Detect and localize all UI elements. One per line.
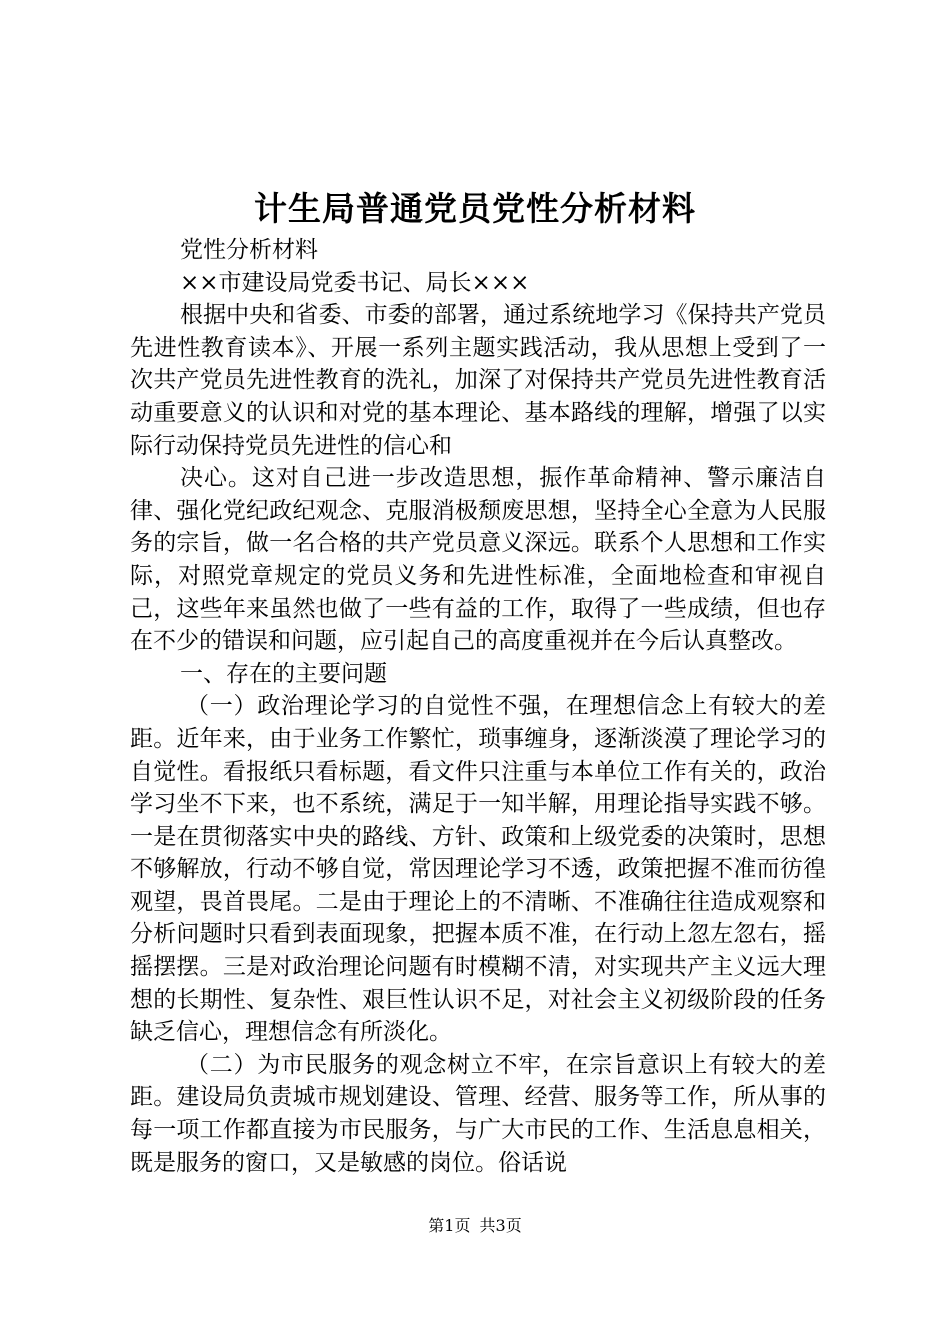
paragraph-resolve: 决心。这对自己进一步改造思想，振作革命精神、警示廉洁自律、强化党纪政纪观念、克服消极颓废思想，坚持全心全意为人民服务的宗旨，做一名合格的共产党员意义深远。联系个人思想和工作实际，对照党章规定的党员义务和先进性标准，全面地检查和审视自己，这些年来虽然也做了一些有益的工作，取得了一些成绩，但也存在不少的错误和问题，应引起自己的高度重视并在今后认真整改。 [130,465,826,655]
page-footer [0,1214,950,1238]
paragraph-author-line: ××市建设局党委书记、局长××× [180,269,530,296]
page-total: 共3页 [479,1216,522,1235]
page-number: 第1页 [428,1216,471,1235]
document-body [130,234,826,1179]
document-title: 计生局普通党员党性分析材料 [254,189,696,228]
paragraph-intro: 根据中央和省委、市委的部署，通过系统地学习《保持共产党员先进性教育读本》、开展一系列主题实践活动，我从思想上受到了一次共产党员先进性教育的洗礼，加深了对保持共产党员先进性教育活动重要意义的认识和对党的基本理论、基本路线的理解，增强了以实际行动保持党员先进性的信心和 [130,302,826,459]
section-heading-problems: 一、存在的主要问题 [180,660,387,687]
paragraph-heading-label: 党性分析材料 [180,237,318,263]
paragraph-problem-two: （二）为市民服务的观念树立不牢，在宗旨意识上有较大的差距。建设局负责城市规划建设、管理、经营、服务等工作，所从事的每一项工作都直接为市民服务，与广大市民的工作、生活息息相关，既是服务的窗口，又是敏感的岗位。俗话说 [130,1051,826,1176]
paragraph-problem-one: （一）政治理论学习的自觉性不强，在理想信念上有较大的差距。近年来，由于业务工作繁忙，琐事缠身，逐渐淡漠了理论学习的自觉性。看报纸只看标题，看文件只注重与本单位工作有关的，政治学习坐不下来，也不系统，满足于一知半解，用理论指导实践不够。一是在贯彻落实中央的路线、方针、政策和上级党委的决策时，思想不够解放，行动不够自觉，常因理论学习不透，政策把握不准而彷徨观望，畏首畏尾。二是由于理论上的不清晰、不准确往往造成观察和分析问题时只看到表面现象，把握本质不准，在行动上忽左忽右，摇摇摆摆。三是对政治理论问题有时模糊不清，对实现共产主义远大理想的长期性、复杂性、艰巨性认识不足，对社会主义初级阶段的任务缺乏信心，理想信念有所淡化。 [130,693,826,1046]
